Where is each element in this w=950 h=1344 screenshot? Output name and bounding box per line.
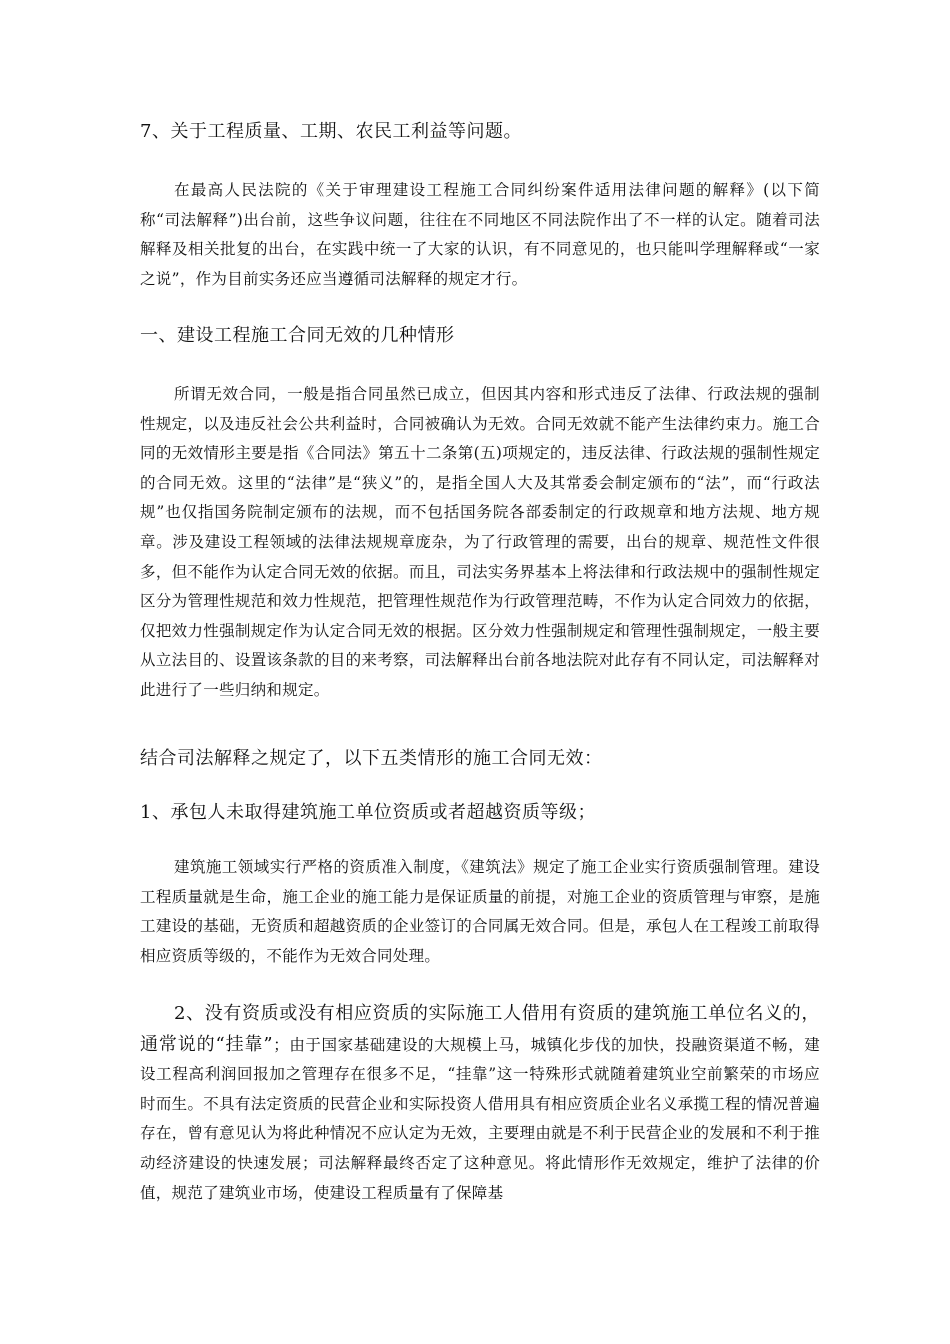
item-two-body: ；由于国家基础建设的大规模上马，城镇化步伐的加快，投融资渠道不畅，建设工程高利润回报加之管理存在很多不足，“挂靠”这一特殊形式就随着建筑业空前繁荣的市场应时而生。不具有法定资质的民营企业和实际投资人借用具有相应资质企业名义承揽工程的情况普遍存在，曾有意见认为将此种情况不应认定为无效，主要理由就是不利于民营企业的发展和不利于推动经济建设的快速发展；司法解释最终否定了这种意见。将此情形作无效规定，维护了法律的价值，规范了建筑业市场，使建设工程质量有了保障基 xyxy=(140,1035,820,1202)
heading-section-one: 一、建设工程施工合同无效的几种情形 xyxy=(140,325,455,346)
paragraph-item-one: 建筑施工领域实行严格的资质准入制度，《建筑法》规定了施工企业实行资质强制管理。建设工程质量就是生命，施工企业的施工能力是保证质量的前提，对施工企业的资质管理与审察，是施工建设的基础，无资质和超越资质的企业签订的合同属无效合同。但是，承包人在工程竣工前取得相应资质等级的，不能作为无效合同处理。 xyxy=(140,858,820,965)
paragraph-invalid-contract-definition: 所谓无效合同，一般是指合同虽然已成立，但因其内容和形式违反了法律、行政法规的强制性规定，以及违反社会公共利益时，合同被确认为无效。合同无效就不能产生法律约束力。施工合同的无效情形主要是指《合同法》第五十二条第(五)项规定的，违反法律、行政法规的强制性规定的合同无效。这里的“法律”是“狭义”的，是指全国人大及其常委会制定颁布的“法”，而“行政法规”也仅指国务院制定颁布的法规，而不包括国务院各部委制定的行政规章和地方法规、地方规章。涉及建设工程领域的法律法规规章庞杂，为了行政管理的需要，出台的规章、规范性文件很多，但不能作为认定合同无效的依据。而且，司法实务界基本上将法律和行政法规中的强制性规定区分为管理性规范和效力性规范，把管理性规范作为行政管理范畴，不作为认定合同效力的依据，仅把效力性强制规定作为认定合同无效的根据。区分效力性强制规定和管理性强制规定，一般主要从立法目的、设置该条款的目的来考察，司法解释出台前各地法院对此存有不同认定，司法解释对此进行了一些归纳和规定。 xyxy=(140,385,821,699)
heading-item-one: 1、承包人未取得建筑施工单位资质或者超越资质等级； xyxy=(140,802,596,823)
heading-five-invalid-types: 结合司法解释之规定了，以下五类情形的施工合同无效： xyxy=(140,748,603,769)
paragraph-intro: 在最高人民法院的《关于审理建设工程施工合同纠纷案件适用法律问题的解释》(以下简称“司法解释”)出台前，这些争议问题，往往在不同地区不同法院作出了不一样的认定。随着司法解释及相关批复的出台，在实践中统一了大家的认识，有不同意见的，也只能叫学理解释或“一家之说”，作为目前实务还应当遵循司法解释的规定才行。 xyxy=(140,181,820,288)
heading-quality-issues: 7、关于工程质量、工期、农民工利益等问题。 xyxy=(140,121,522,142)
paragraph-item-two xyxy=(140,999,820,1208)
item-two-lead: 2、没有资质或没有相应资质的实际施工人借用有资质的建筑施工单位名义的，通常说的“挂靠” xyxy=(140,1003,820,1055)
